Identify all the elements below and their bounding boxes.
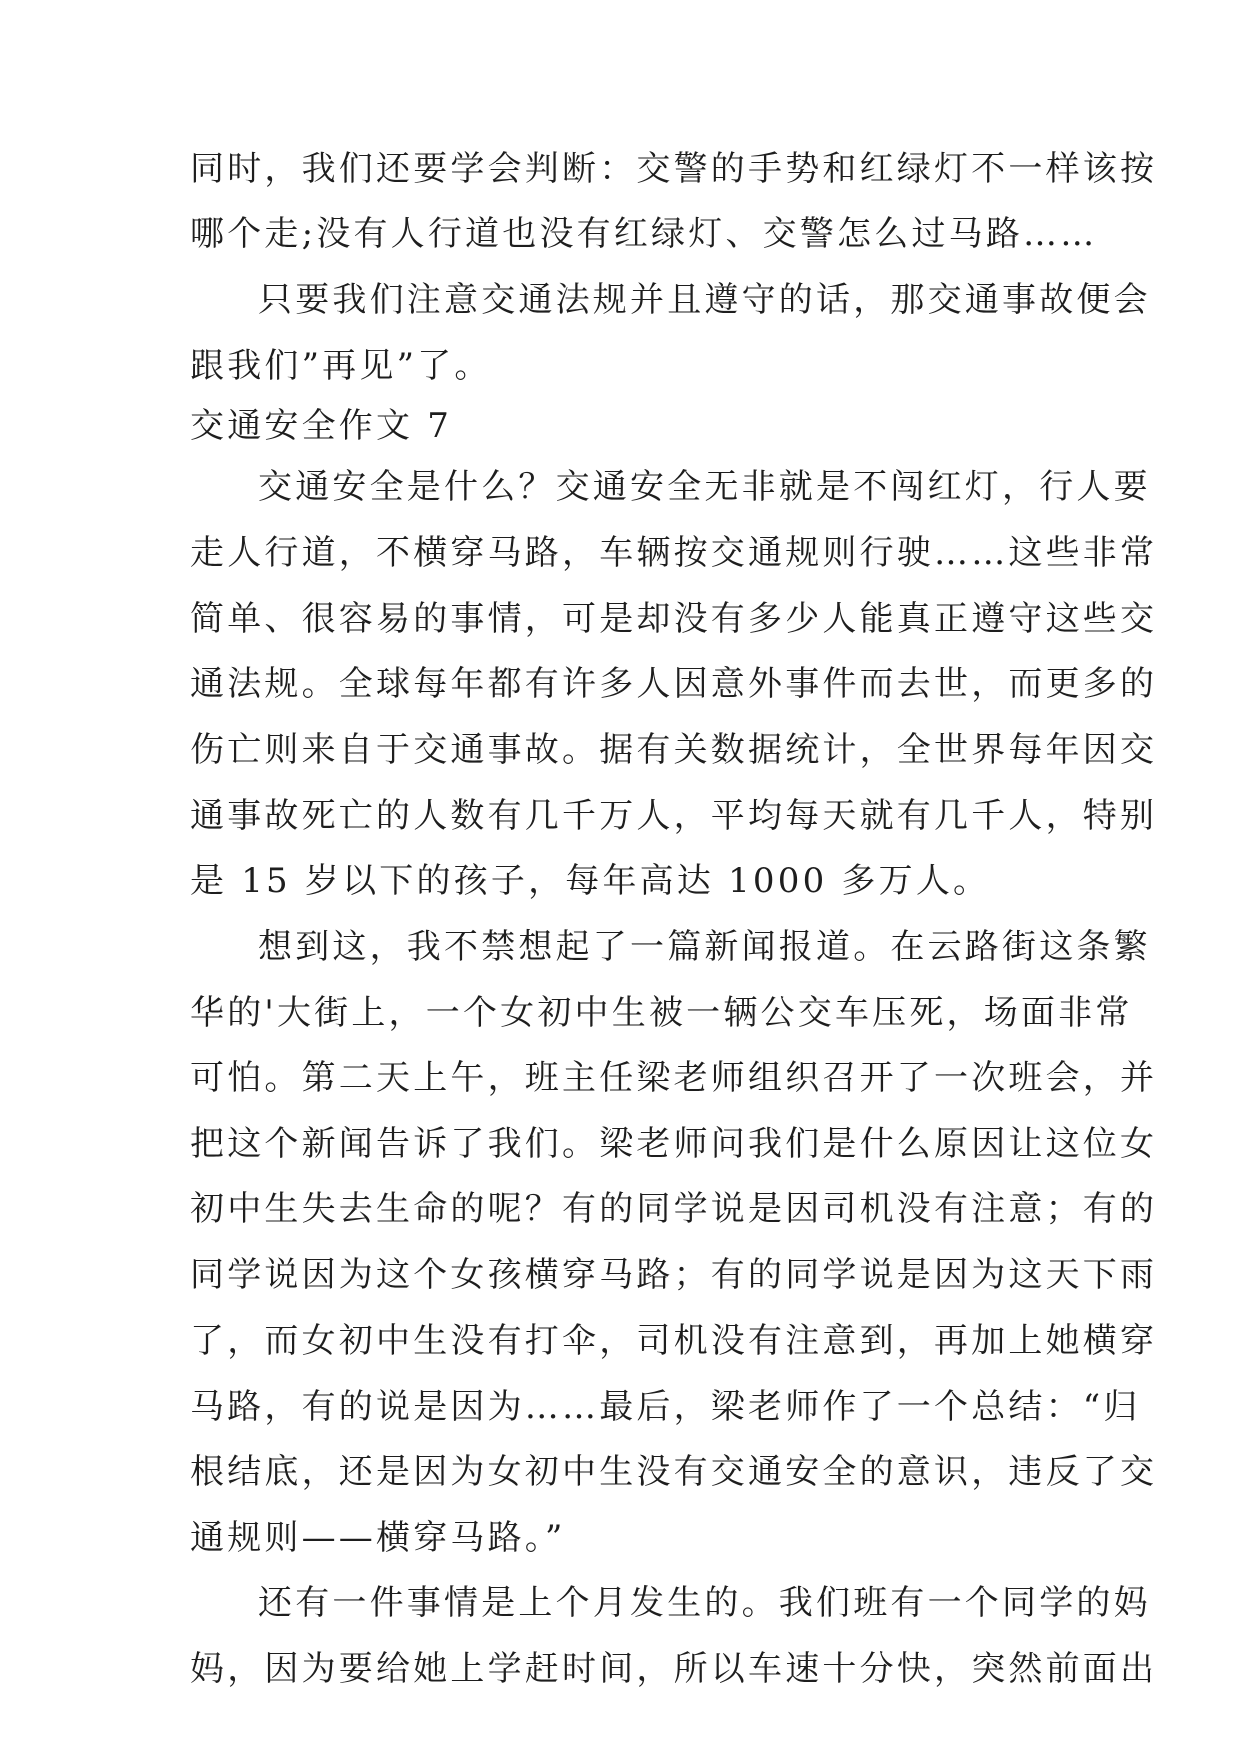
paragraph-first-line: 还有一件事情是上个月发生的。我们班有一个同学的妈 (258, 1583, 1151, 1623)
text-line: 通法规。全球每年都有许多人因意外事件而去世，而更多的 (190, 664, 1158, 704)
text-line: 简单、很容易的事情，可是却没有多少人能真正遵守这些交 (190, 599, 1158, 639)
text-line: 通规则——横穿马路。” (190, 1518, 566, 1558)
paragraph-first-line: 想到这，我不禁想起了一篇新闻报道。在云路街这条繁 (258, 927, 1151, 967)
text-line: 同学说因为这个女孩横穿马路；有的同学说是因为这天下雨 (190, 1255, 1158, 1295)
text-line: 根结底，还是因为女初中生没有交通安全的意识，违反了交 (190, 1452, 1158, 1492)
text-line: 通事故死亡的人数有几千万人，平均每天就有几千人，特别 (190, 796, 1158, 836)
text-line: 同时，我们还要学会判断：交警的手势和红绿灯不一样该按 (190, 149, 1158, 189)
text-line: 把这个新闻告诉了我们。梁老师问我们是什么原因让这位女 (190, 1124, 1158, 1164)
section-heading: 交通安全作文 7 (190, 406, 453, 446)
text-line: 走人行道，不横穿马路，车辆按交通规则行驶……这些非常 (190, 533, 1158, 573)
text-line: 妈，因为要给她上学赶时间，所以车速十分快，突然前面出 (190, 1649, 1158, 1689)
text-line: 了，而女初中生没有打伞，司机没有注意到，再加上她横穿 (190, 1321, 1158, 1361)
text-line: 初中生失去生命的呢？有的同学说是因司机没有注意；有的 (190, 1189, 1158, 1229)
text-line: 是 15 岁以下的孩子，每年高达 1000 多万人。 (190, 861, 991, 901)
paragraph-first-line: 交通安全是什么？交通安全无非就是不闯红灯，行人要 (258, 467, 1151, 507)
text-line: 马路，有的说是因为……最后，梁老师作了一个总结：“归 (190, 1387, 1141, 1427)
text-line: 可怕。第二天上午，班主任梁老师组织召开了一次班会，并 (190, 1058, 1158, 1098)
text-line: 哪个走;没有人行道也没有红绿灯、交警怎么过马路…… (190, 214, 1098, 254)
paragraph-first-line: 只要我们注意交通法规并且遵守的话，那交通事故便会 (258, 280, 1151, 320)
text-line: 跟我们”再见”了。 (190, 346, 492, 386)
text-line: 华的'大街上，一个女初中生被一辆公交车压死，场面非常 (190, 993, 1133, 1033)
text-line: 伤亡则来自于交通事故。据有关数据统计，全世界每年因交 (190, 730, 1158, 770)
